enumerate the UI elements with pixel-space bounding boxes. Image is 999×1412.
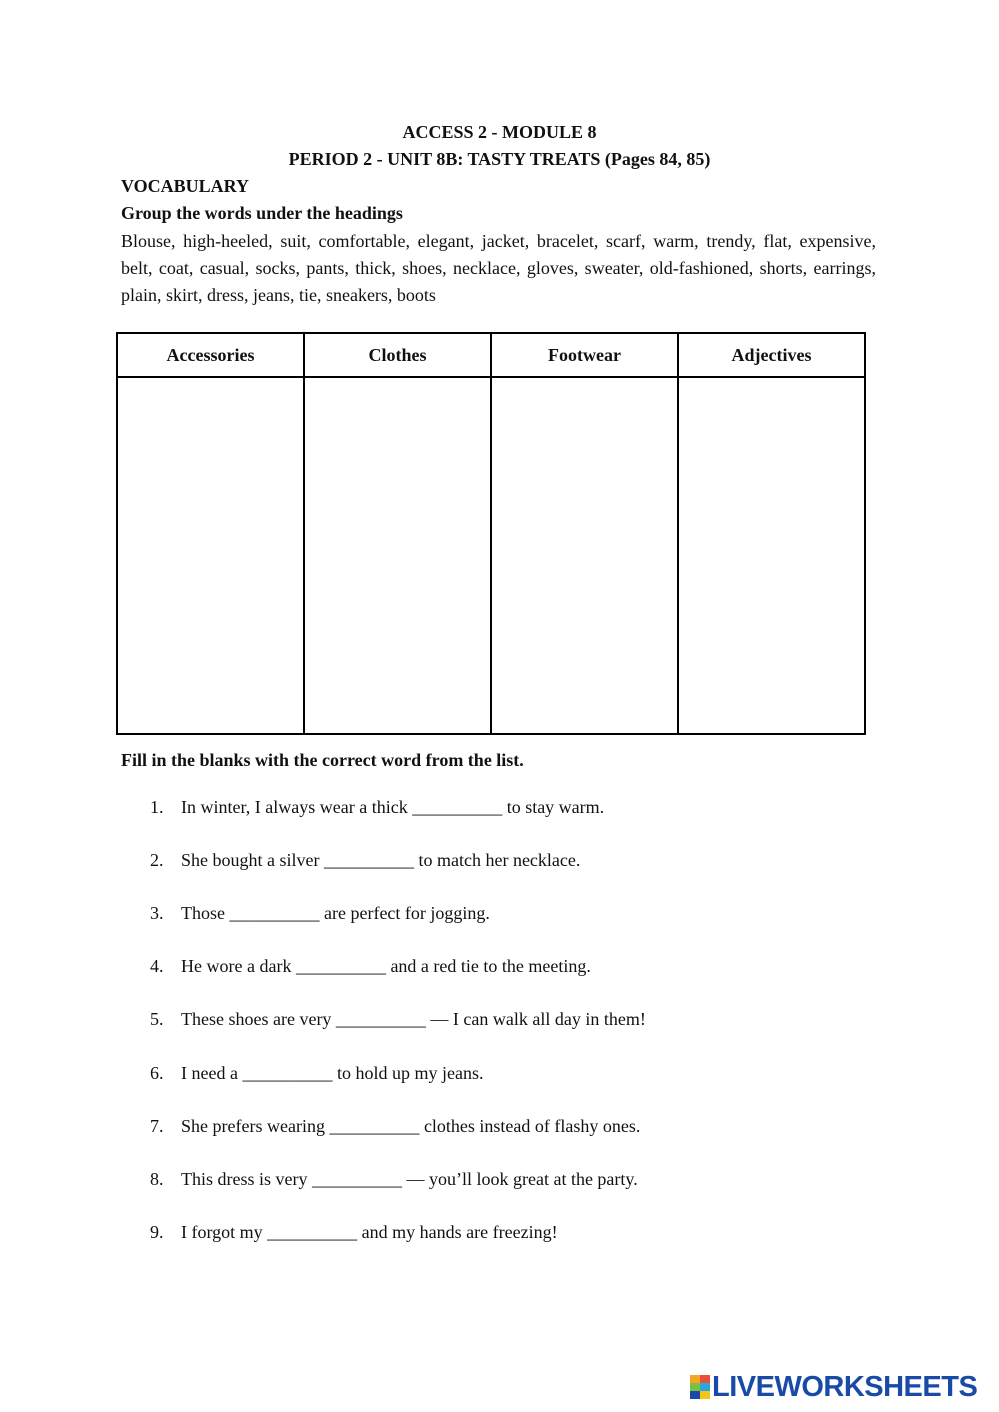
worksheet-subtitle: PERIOD 2 - UNIT 8B: TASTY TREATS (Pages 84, 85)	[288, 149, 711, 169]
group-instruction: Group the words under the headings	[121, 203, 403, 223]
logo-block	[700, 1391, 710, 1399]
item-number: 5.	[150, 1009, 164, 1029]
item-number: 8.	[150, 1169, 164, 1189]
item-sentence[interactable]: She bought a silver __________ to match her necklace.	[181, 850, 581, 870]
item-sentence[interactable]: I need a __________ to hold up my jeans.	[181, 1063, 484, 1083]
fill-instruction: Fill in the blanks with the correct word from the list.	[121, 750, 524, 770]
item-number: 1.	[150, 797, 164, 817]
logo-text: LIVEWORKSHEETS	[712, 1370, 978, 1403]
list-item	[150, 797, 604, 818]
logo-block	[700, 1375, 710, 1383]
list-item	[150, 903, 490, 924]
header-footwear: Footwear	[491, 333, 678, 377]
logo-icon	[690, 1375, 710, 1399]
item-number: 3.	[150, 903, 164, 923]
item-sentence[interactable]: Those __________ are perfect for jogging.	[181, 903, 490, 923]
item-sentence[interactable]: These shoes are very __________ — I can walk all day in them!	[181, 1009, 646, 1029]
item-number: 9.	[150, 1222, 164, 1242]
header-clothes: Clothes	[304, 333, 491, 377]
liveworksheets-logo	[690, 1372, 977, 1402]
list-item	[150, 1063, 483, 1084]
item-number: 7.	[150, 1116, 164, 1136]
word-list: Blouse, high-heeled, suit, comfortable, elegant, jacket, bracelet, scarf, warm, trendy, flat, expensive, belt, coat, casual, socks, pants, thick, shoes, necklace, gloves, sweater, old-fashioned, shorts, earrings, plain, skirt, dress, jeans, tie, sneakers, boots	[121, 231, 876, 305]
list-item	[150, 956, 591, 977]
item-number: 6.	[150, 1063, 164, 1083]
header-adjectives: Adjectives	[678, 333, 865, 377]
item-sentence[interactable]: In winter, I always wear a thick __________ to stay warm.	[181, 797, 605, 817]
list-item	[150, 1116, 640, 1137]
logo-block	[690, 1375, 700, 1383]
item-sentence[interactable]: I forgot my __________ and my hands are freezing!	[181, 1222, 558, 1242]
header-accessories: Accessories	[117, 333, 304, 377]
item-sentence[interactable]: This dress is very __________ — you’ll look great at the party.	[181, 1169, 638, 1189]
item-sentence[interactable]: He wore a dark __________ and a red tie to the meeting.	[181, 956, 591, 976]
vocabulary-heading: VOCABULARY	[121, 176, 250, 196]
list-item	[150, 1009, 646, 1030]
logo-block	[690, 1383, 700, 1391]
logo-block	[690, 1391, 700, 1399]
logo-block	[700, 1383, 710, 1391]
item-sentence[interactable]: She prefers wearing __________ clothes instead of flashy ones.	[181, 1116, 641, 1136]
item-number: 2.	[150, 850, 164, 870]
list-item	[150, 1222, 558, 1243]
list-item	[150, 850, 580, 871]
worksheet-title: ACCESS 2 - MODULE 8	[402, 122, 597, 142]
item-number: 4.	[150, 956, 164, 976]
list-item	[150, 1169, 638, 1190]
